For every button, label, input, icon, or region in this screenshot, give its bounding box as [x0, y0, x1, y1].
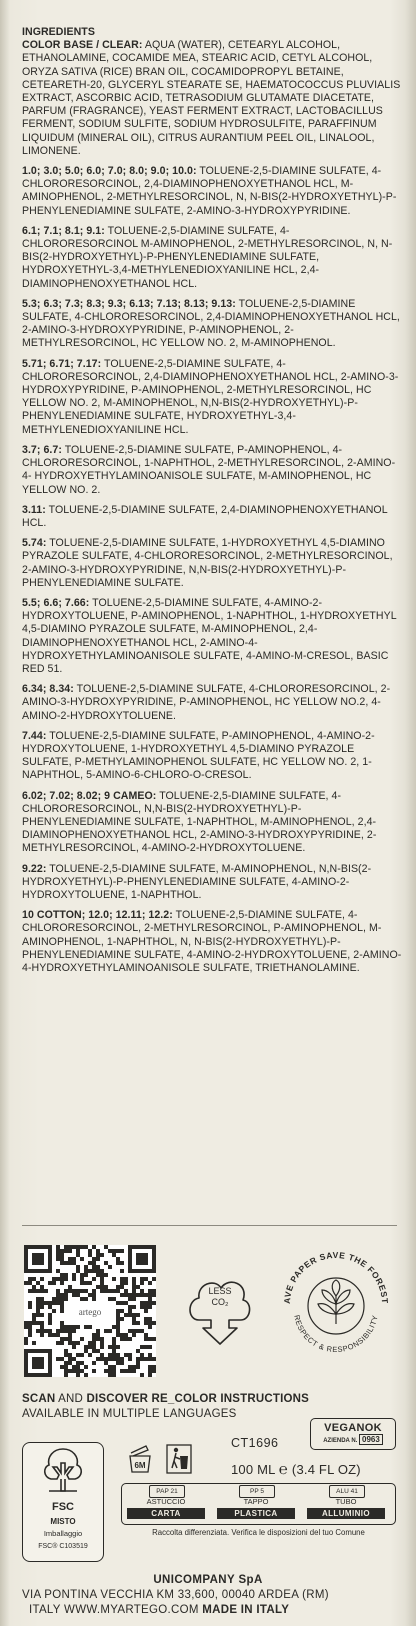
azienda-label: AZIENDA N. [323, 1438, 358, 1444]
fsc-tree-icon [23, 1443, 103, 1501]
color-base-paragraph [22, 39, 402, 158]
recycling-note: Raccolta differenziata. Verifica le disposizioni del tuo Comune [152, 1528, 365, 1537]
shade-group [22, 358, 402, 437]
shade-ingredients: TOLUENE-2,5-DIAMINE SULFATE, P-AMINOPHENOL, 4-CHLORORESORCINOL, 1-NAPHTHOL, 2-METHYLRESORCINOL, 2-AMINO-4- HYDROXYETHYLAMINOANISOLE SULFATE, M-AMINOPHENOL, HC YELLOW NO. 2. [22, 443, 396, 496]
scan-line-1 [22, 1392, 402, 1407]
veganok-badge [310, 1418, 396, 1450]
shade-ingredients: TOLUENE-2,5-DIAMINE SULFATE, M-AMINOPHENOL, N,N-BIS(2-HYDROXYETHYL)-P-PHENYLENEDIAMINE SULFATE, 4-AMINO-2-HYDROXYTOLUENE, 1-NAPHTHOL. [22, 862, 372, 901]
waste-bin-icon [166, 1444, 192, 1474]
shade-ingredients: TOLUENE-2,5-DIAMINE SULFATE, 1-HYDROXYETHYL 4,5-DIAMINO PYRAZOLE SULFATE, 4-CHLORORESORCINOL, 2-METHYLRESORCINOL, 2-AMINO-3-HYDROXYPYRIDINE, N,N-BIS(2-HYDROXYETHYL)-P-PHENYLENEDIAMINE SULFATE. [22, 537, 393, 589]
shade-group [22, 909, 402, 975]
shade-group [22, 790, 402, 856]
scan-and: AND [55, 1393, 87, 1405]
recycling-material: ALLUMINIO [307, 1508, 385, 1519]
pao-label: 6M [134, 1461, 146, 1470]
volume-ml: 100 ML [231, 1462, 276, 1477]
recycling-code: PP 5 [239, 1485, 275, 1498]
shade-group [22, 863, 402, 903]
website: ITALY WWW.MYARTEGO.COM [29, 1604, 203, 1616]
recycling-column-cap [213, 1483, 299, 1521]
shade-ingredients: TOLUENE-2,5-DIAMINE SULFATE, 4-CHLORORESORCINOL, 2,4-DIAMINOPHENOXYETHANOL HCL, 2-AMINO-3-HYDROXYPYRIDINE, P-AMINOPHENOL, 2-METHYLRESORCINOL, HC YELLOW NO. 2, M-AMINOPHENOL, N,N-BIS(2-HYDROXYETHYL)-P-PHENYLENEDIAMINE SULFATE, HYDROXYETHYL-3,4-METHYLENEDIOXYANILINE HCL. [22, 357, 399, 436]
divider [22, 1225, 397, 1226]
seal-top-text: AVE PAPER SAVE THE FOREST [281, 1249, 391, 1305]
discover-instructions: DISCOVER RE_COLOR INSTRUCTIONS [86, 1393, 310, 1405]
recycling-part: TUBO [335, 1497, 357, 1506]
shade-list: 9.22: [22, 862, 47, 875]
recycling-column-box [123, 1483, 209, 1521]
shade-group [22, 537, 402, 590]
shade-group [22, 504, 402, 530]
recycling-material: PLASTICA [217, 1508, 295, 1519]
shade-ingredients: TOLUENE-2,5-DIAMINE SULFATE, 2,4-DIAMINOPHENOXYETHANOL HCL. [22, 503, 388, 529]
veganok-azienda [311, 1436, 395, 1445]
shade-ingredients: TOLUENE-2,5-DIAMINE SULFATE, P-AMINOPHENOL, 4-AMINO-2-HYDROXYTOLUENE, 1-HYDROXYETHYL 4,5-DIAMINO PYRAZOLE SULFATE, P-METHYLAMINOPHENOL SULFATE, HC YELLOW NO. 2, 1-NAPHTHOL, 5-AMINO-6-CHLORO-O-CRESOL. [22, 729, 375, 782]
fsc-material: Imballaggio [43, 1529, 83, 1538]
shade-ingredients: TOLUENE-2,5-DIAMINE SULFATE, 4-AMINO-2-HYDROXYTOLUENE, P-AMINOPHENOL, 1-NAPHTHOL, 1-HYDROXYETHYL 4,5-DIAMINO PYRAZOLE SULFATE, M-AMINOPHENOL, 2,4-DIAMINOPHENOXYETHANOL HCL, 2-AMINO-4-HYDROXYETHYLAMINOANISOLE SULFATE, 4-AMINO-M-CRESOL, BASIC RED 51. [22, 596, 397, 675]
company-name: UNICOMPANY SpA [153, 1574, 263, 1586]
shade-group [22, 444, 402, 497]
recycling-code: PAP 21 [149, 1485, 185, 1498]
made-in-italy: MADE IN ITALY [202, 1604, 290, 1616]
shade-ingredients: TOLUENE-2,5-DIAMINE SULFATE, 4-CHLORORESORCINOL, 2,4-DIAMINOPHENOXYETHANOL HCL, 2-AMINO-3-HYDROXYPYRIDINE, P-AMINOPHENOL, 2-METHYLRESORCINOL, HC YELLOW NO. 2, M-AMINOPHENOL. [22, 297, 400, 350]
plant-icon [272, 1240, 400, 1368]
recycling-column-tube [303, 1483, 389, 1521]
save-paper-seal [272, 1240, 400, 1368]
volume [231, 1461, 361, 1478]
shade-list: 7.44: [22, 729, 47, 742]
azienda-number: 0963 [359, 1434, 383, 1445]
shade-list: 6.34; 8.34: [22, 683, 74, 696]
co2-label: CO₂ [211, 1297, 229, 1307]
less-co2-badge [185, 1262, 255, 1346]
shade-list: 6.02; 7.02; 8.02; 9 CAMEO: [22, 789, 157, 802]
shade-list: 5.5; 6.6; 7.66: [22, 596, 90, 609]
shade-list: 5.3; 6.3; 7.3; 8.3; 9.3; 6.13; 7.13; 8.13; 9.13: [22, 297, 236, 310]
shade-group [22, 597, 402, 676]
shade-ingredients: TOLUENE-2,5-DIAMINE SULFATE, 4-CHLORORESORCINOL M-AMINOPHENOL, 2-METHYLRESORCINOL, N, N-BIS(2-HYDROXYETHYL)-P-PHENYLENEDIAMINE SULFATE, HYDROXYETHYL-3,4-METHYLENEDIOXYANILINE HCL, 2,4-DIAMINOPHENOXYETHANOL HCL. [22, 224, 393, 290]
company-address [22, 1588, 402, 1618]
shade-list: 10 COTTON; 12.0; 12.11; 12.2: [22, 909, 173, 922]
fsc-type: MISTO [50, 1517, 76, 1526]
fsc-badge [22, 1442, 104, 1562]
scan-line-2: AVAILABLE IN MULTIPLE LANGUAGES [22, 1408, 237, 1420]
seal-bottom-text: RESPECT & RESPONSIBILITY [292, 1314, 380, 1355]
shade-list: 3.7; 6.7: [22, 443, 62, 456]
shade-list: 3.11: [22, 503, 46, 516]
color-base-label: COLOR BASE / CLEAR: [22, 39, 143, 52]
estimated-sign: ℮ [278, 1461, 289, 1478]
fsc-code: FSC® C103519 [38, 1543, 88, 1550]
recycling-part: TAPPO [243, 1497, 269, 1506]
shade-list: 6.1; 7.1; 8.1; 9.1: [22, 224, 105, 237]
recycling-material: CARTA [127, 1508, 205, 1519]
scan-word: SCAN [22, 1393, 56, 1405]
recycling-code: ALU 41 [329, 1485, 365, 1498]
shade-ingredients: TOLUENE-2,5-DIAMINE SULFATE, 4-CHLORORESORCINOL, 2-METHYLRESORCINOL, P-AMINOPHENOL, M-AMINOPHENOL, 1-NAPHTHOL, N, N-BIS(2-HYDROXYETHYL)-P-PHENYLENEDIAMINE SULFATE, 4-AMINO-2-HYDROXYTOLUENE, 2-AMINO-4-HYDROXYETHYLAMINOANISOLE SULFATE, TRIETHANOLAMINE. [22, 909, 402, 974]
ingredients-title: INGREDIENTS [22, 26, 95, 38]
shade-list: 5.74: [22, 537, 47, 550]
qr-code-icon[interactable] [24, 1245, 156, 1377]
shade-group [22, 683, 402, 723]
artego-logo: artego [66, 1305, 114, 1319]
less-label: LESS [208, 1286, 232, 1296]
shade-ingredients: TOLUENE-2,5-DIAMINE SULFATE, 4-CHLORORESORCINOL, N,N-BIS(2-HYDROXYETHYL)-P-PHENYLENEDIAMINE SULFATE, 1-NAPHTHOL, M-AMINOPHENOL, 2,4-DIAMINOPHENOXYETHANOL HCL, 2-AMINO-3-HYDROXYPYRIDINE, 2-METHYLRESORCINOL, 4-AMINO-2-HYDROXYTOLUENE. [22, 789, 377, 855]
address-line-2 [22, 1603, 402, 1618]
less-co2-text [199, 1286, 241, 1308]
shade-group [22, 730, 402, 783]
open-jar-icon [126, 1444, 154, 1474]
shade-list: 1.0; 3.0; 5.0; 6.0; 7.0; 8.0; 9.0; 10.0: [22, 165, 197, 178]
shade-ingredients: TOLUENE-2,5-DIAMINE SULFATE, 4-CHLORORESORCINOL, 2-AMINO-3-HYDROXYPYRIDINE, P-AMINOPHENOL, HC YELLOW NO.2, 4-AMINO-2-HYDROXYTOLUENE. [22, 683, 391, 722]
shade-groups [22, 165, 402, 975]
volume-oz: (3.4 FL OZ) [291, 1462, 361, 1477]
shade-list: 5.71; 6.71; 7.17: [22, 357, 102, 370]
fsc-brand: FSC [52, 1501, 74, 1513]
color-base-text: AQUA (WATER), CETEARYL ALCOHOL, ETHANOLAMINE, COCAMIDE MEA, STEARIC ACID, CETYL ALCOHOL, ORYZA SATIVA (RICE) BRAN OIL, COCAMIDOPROPYL BETAINE, CETEARETH-20, GLYCERYL STEARATE SE, HAEMATOCOCCUS PLUVIALIS EXTRACT, ASCORBIC ACID, TETRASODIUM GLUTAMATE DIACETATE, PARFUM (FRAGRANCE), YEAST FERMENT EXTRACT, LACTOBACILLUS FERMENT, SODIUM SULFITE, SODIUM HYDROSULFITE, PARAFFINUM LIQUIDUM (MINERAL OIL), CITRUS AURANTIUM PEEL OIL, LINALOOL, LIMONENE. [22, 39, 401, 157]
address-line-1: VIA PONTINA VECCHIA KM 33,600, 00040 ARDEA (RM) [22, 1589, 329, 1601]
shade-group [22, 165, 402, 218]
recycling-info [121, 1483, 396, 1543]
ingredients-block [22, 26, 402, 982]
veganok-title: VEGANOK [324, 1422, 382, 1434]
product-code: CT1696 [231, 1436, 279, 1450]
shade-ingredients: TOLUENE-2,5-DIAMINE SULFATE, 4-CHLORORESORCINOL, 2,4-DIAMINOPHENOXYETHANOL HCL, M-AMINOPHENOL, 2-METHYLRESORCINOL, N, N-BIS(2-HYDROXYETHYL)-P-PHENYLENEDIAMINE SULFATE, 2-AMINO-3-HYDROXYPYRIDINE. [22, 165, 397, 217]
recycling-part: ASTUCCIO [146, 1497, 186, 1506]
shade-group [22, 298, 402, 351]
shade-group [22, 225, 402, 291]
